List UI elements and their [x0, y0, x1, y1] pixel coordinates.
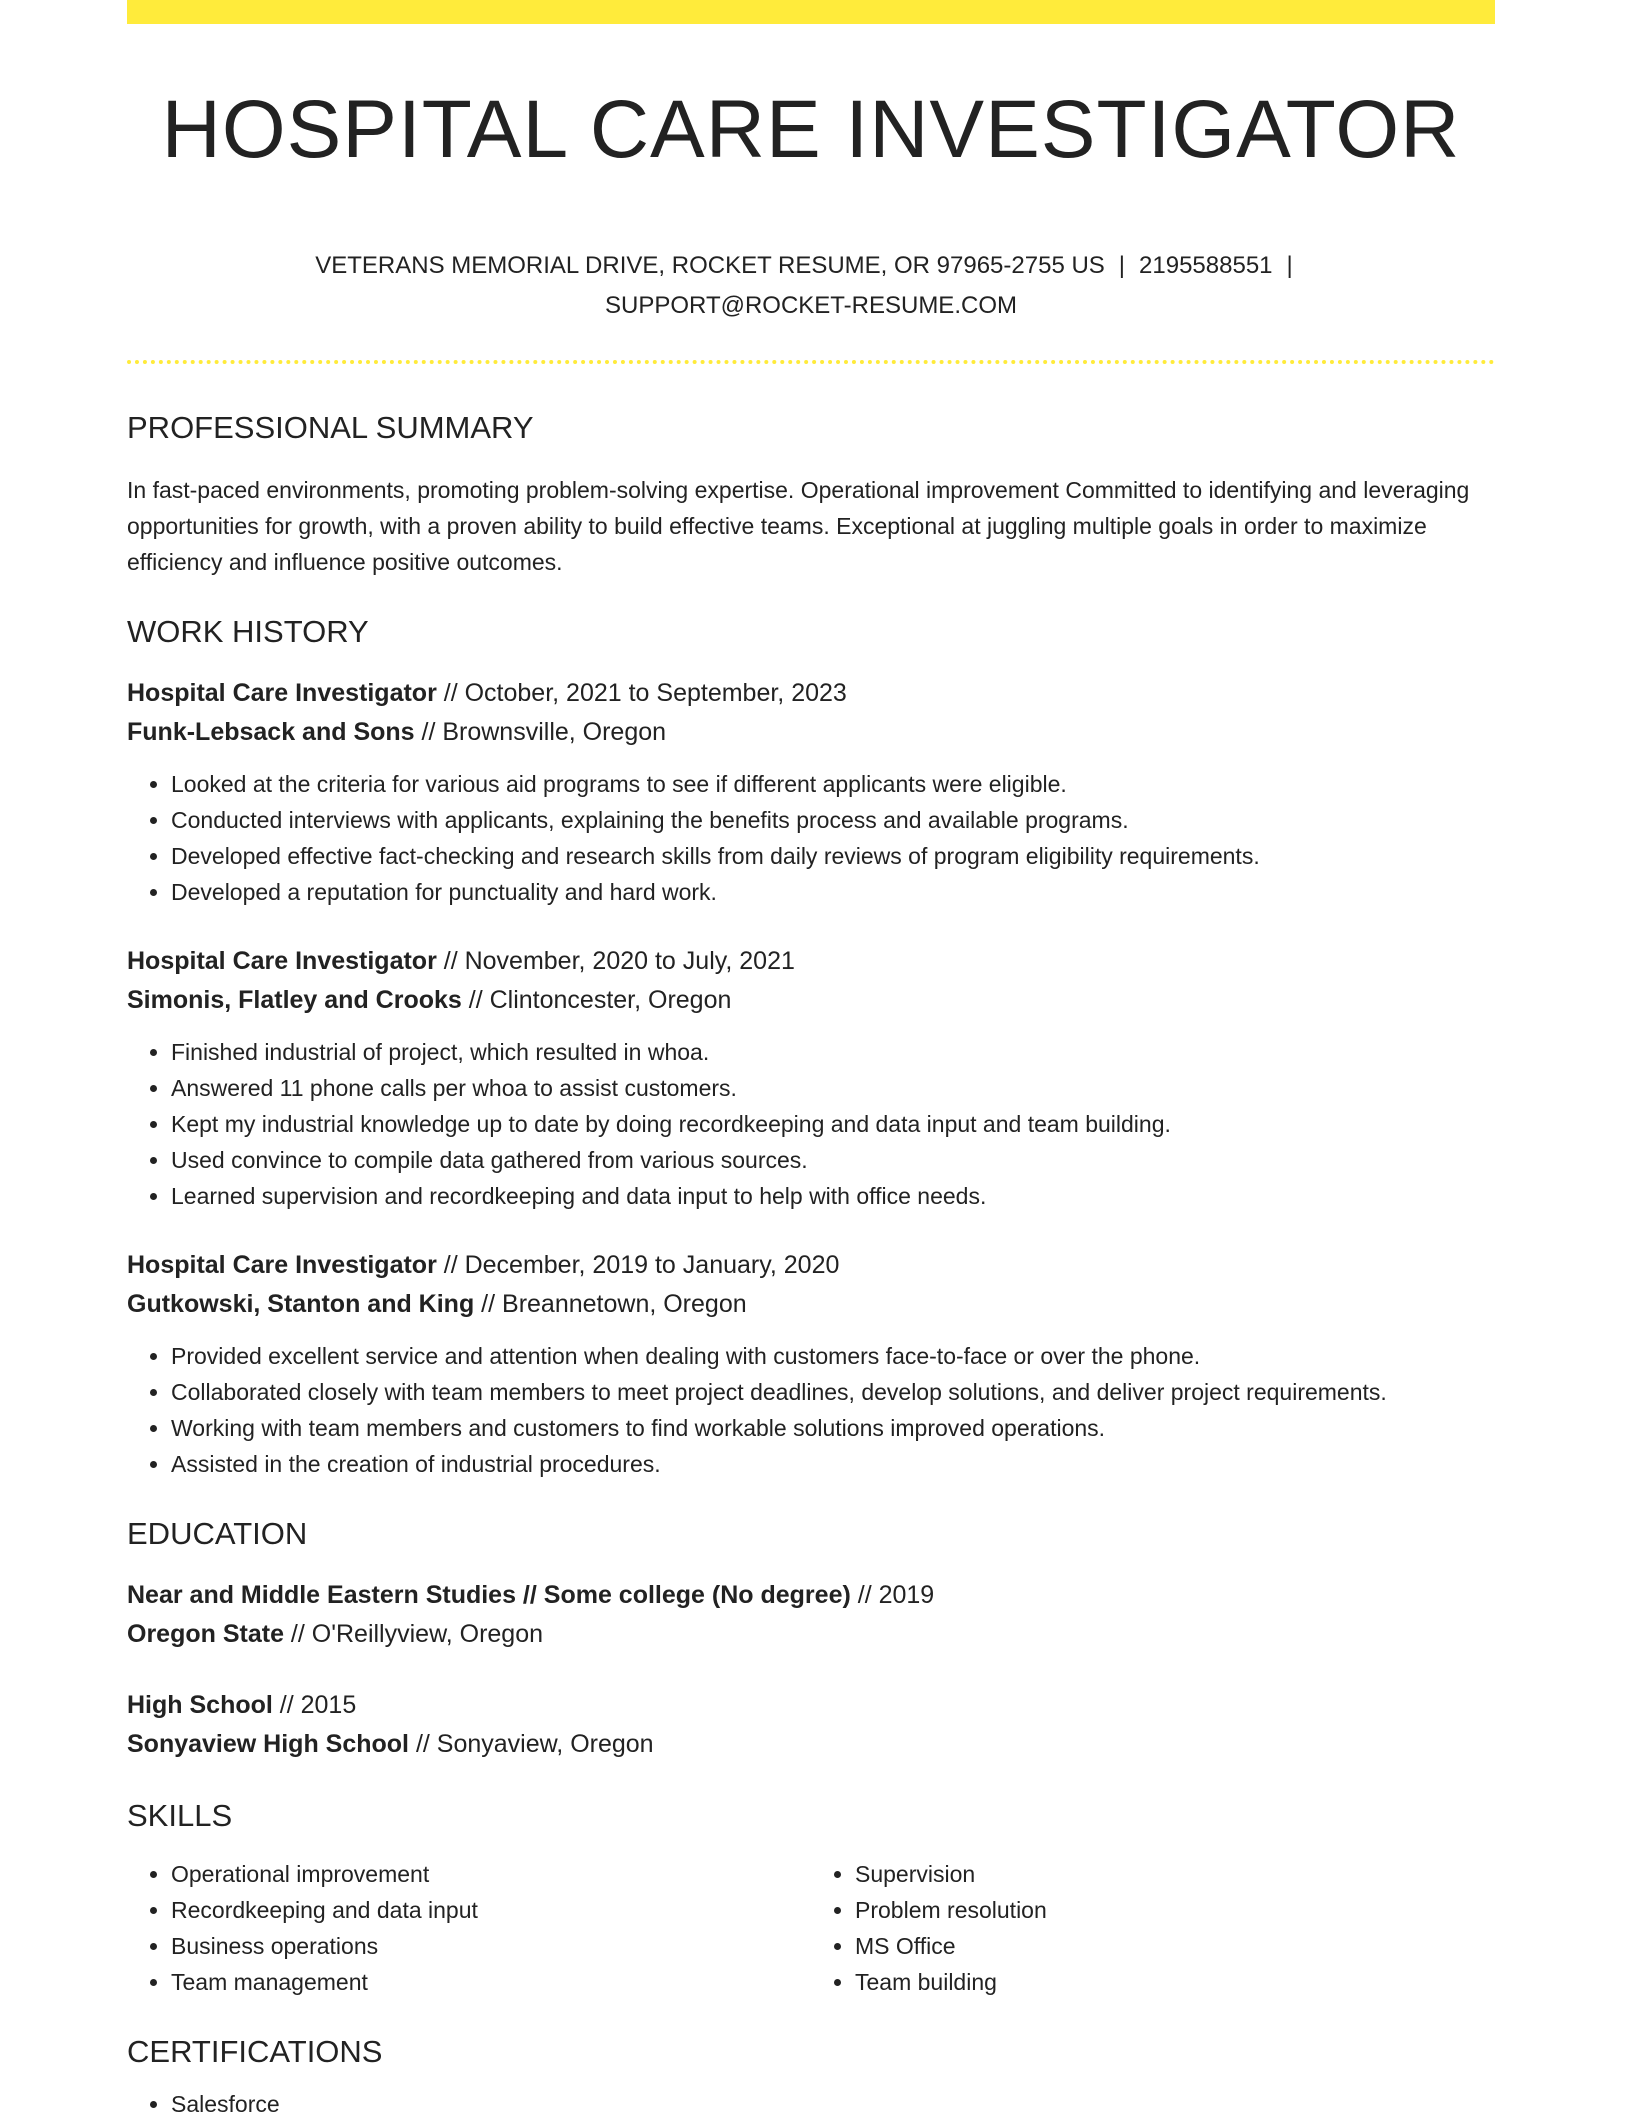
job-title-line [127, 1246, 1495, 1285]
list-item: • Provided excellent service and attention when dealing with customers face-to-face or over the phone. [171, 1338, 1495, 1374]
education-school-line [127, 1725, 1495, 1764]
list-item: • Operational improvement [171, 1856, 811, 1892]
job-entry [127, 674, 1495, 910]
job-company-line [127, 713, 1495, 752]
list-item: • Supervision [855, 1856, 1495, 1892]
skills-list-left [127, 1856, 811, 2000]
education-year: // 2019 [850, 1581, 935, 1609]
list-item: • Team management [171, 1964, 811, 2000]
education-location: // Sonyaview, Oregon [409, 1730, 654, 1758]
skills-list-right [811, 1856, 1495, 2000]
job-bullets [127, 766, 1495, 910]
job-location: // Breannetown, Oregon [474, 1290, 747, 1318]
job-company: Gutkowski, Stanton and King [127, 1290, 475, 1318]
contact-email: SUPPORT@ROCKET-RESUME.COM [605, 292, 1017, 319]
job-company: Simonis, Flatley and Crooks [127, 986, 462, 1014]
list-item: • Business operations [171, 1928, 811, 1964]
list-item: • Kept my industrial knowledge up to date by doing recordkeeping and data input and team building. [171, 1106, 1495, 1142]
job-dates: // November, 2020 to July, 2021 [436, 947, 795, 975]
education-school: Sonyaview High School [127, 1730, 409, 1758]
contact-separator: | [1118, 252, 1126, 279]
job-title: Hospital Care Investigator [127, 1251, 437, 1279]
list-item: • Looked at the criteria for various aid programs to see if different applicants were eligible. [171, 766, 1495, 802]
certifications-heading: CERTIFICATIONS [127, 2034, 383, 2069]
list-item: • Conducted interviews with applicants, explaining the benefits process and available programs. [171, 802, 1495, 838]
list-item: • Salesforce [171, 2086, 1495, 2122]
list-item: • Answered 11 phone calls per whoa to assist customers. [171, 1070, 1495, 1106]
education-degree: Near and Middle Eastern Studies // Some college (No degree) [127, 1581, 851, 1609]
list-item: • Developed effective fact-checking and research skills from daily reviews of program eligibility requirements. [171, 838, 1495, 874]
job-entry [127, 1246, 1495, 1482]
list-item: • Finished industrial of project, which resulted in whoa. [171, 1034, 1495, 1070]
job-title-line [127, 942, 1495, 981]
resume-name: HOSPITAL CARE INVESTIGATOR [161, 84, 1461, 175]
education-school-line [127, 1615, 1495, 1654]
job-location: // Brownsville, Oregon [414, 718, 667, 746]
job-bullets [127, 1338, 1495, 1482]
certifications-list [127, 2086, 1495, 2122]
education-heading: EDUCATION [127, 1516, 308, 1551]
list-item: • Used convince to compile data gathered from various sources. [171, 1142, 1495, 1178]
work-history-heading: WORK HISTORY [127, 614, 369, 649]
education-degree-line [127, 1686, 1495, 1725]
contact-info [127, 246, 1495, 326]
job-title: Hospital Care Investigator [127, 947, 437, 975]
list-item: • Collaborated closely with team members to meet project deadlines, develop solutions, and deliver project requirements. [171, 1374, 1495, 1410]
summary-text: In fast-paced environments, promoting problem-solving expertise. Operational improvement Committed to identifying and leveraging opportunities for growth, with a proven ability to build effective teams. Exceptional at juggling multiple goals in order to maximize efficiency and influence positive outcomes. [127, 477, 1470, 575]
list-item: • Team building [855, 1964, 1495, 2000]
job-entry [127, 942, 1495, 1214]
job-company: Funk-Lebsack and Sons [127, 718, 415, 746]
education-degree: High School [127, 1691, 273, 1719]
job-title: Hospital Care Investigator [127, 679, 437, 707]
list-item: • Assisted in the creation of industrial procedures. [171, 1446, 1495, 1482]
education-entry [127, 1686, 1495, 1764]
job-location: // Clintoncester, Oregon [461, 986, 732, 1014]
skills-heading: SKILLS [127, 1798, 233, 1833]
list-item: • MS Office [855, 1928, 1495, 1964]
education-location: // O'Reillyview, Oregon [283, 1620, 544, 1648]
education-degree-line [127, 1576, 1495, 1615]
summary-heading: PROFESSIONAL SUMMARY [127, 410, 534, 445]
list-item: • Developed a reputation for punctuality and hard work. [171, 874, 1495, 910]
education-entry [127, 1576, 1495, 1654]
contact-address: VETERANS MEMORIAL DRIVE, ROCKET RESUME, OR 97965-2755 US [315, 252, 1105, 279]
job-title-line [127, 674, 1495, 713]
resume-page [127, 0, 1495, 2122]
list-item: • Recordkeeping and data input [171, 1892, 811, 1928]
contact-phone: 2195588551 [1139, 252, 1273, 279]
job-bullets [127, 1034, 1495, 1214]
job-dates: // October, 2021 to September, 2023 [436, 679, 847, 707]
list-item: • Problem resolution [855, 1892, 1495, 1928]
education-school: Oregon State [127, 1620, 284, 1648]
dotted-divider [127, 360, 1495, 364]
education-year: // 2015 [272, 1691, 357, 1719]
list-item: • Learned supervision and recordkeeping and data input to help with office needs. [171, 1178, 1495, 1214]
contact-separator: | [1286, 252, 1293, 279]
job-company-line [127, 981, 1495, 1020]
skills-columns [127, 1850, 1495, 2000]
job-company-line [127, 1285, 1495, 1324]
job-dates: // December, 2019 to January, 2020 [436, 1251, 840, 1279]
list-item: • Working with team members and customers to find workable solutions improved operations. [171, 1410, 1495, 1446]
